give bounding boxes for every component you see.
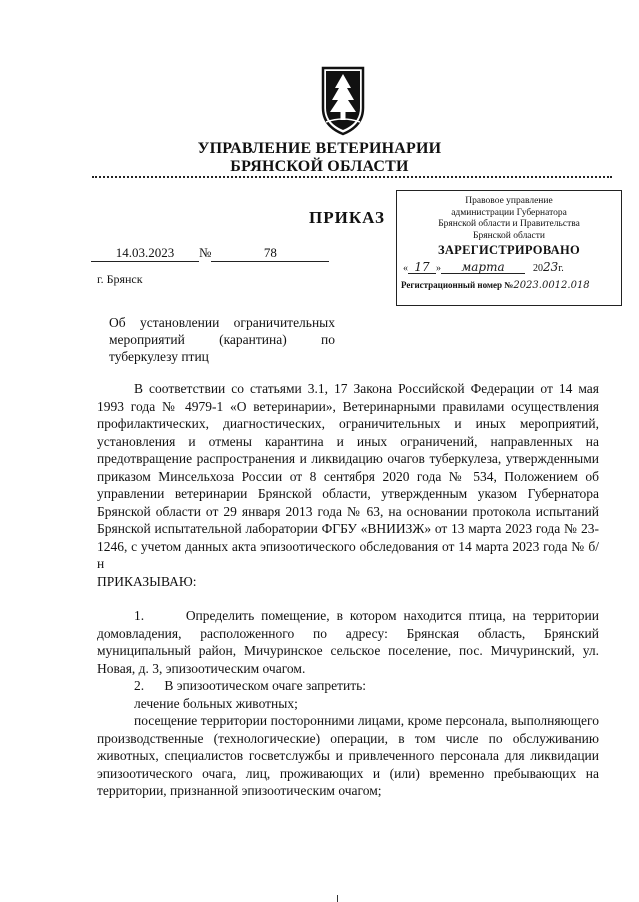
order-body — [97, 380, 599, 800]
stamp-year-prefix: 20 — [533, 262, 543, 274]
document-date: 14.03.2023 — [91, 245, 199, 262]
stamp-line1: Правовое управление — [465, 196, 553, 206]
stamp-year-suffix: 23 — [543, 259, 559, 274]
date-number-line — [91, 245, 329, 262]
stamp-line4: Брянской области — [473, 230, 545, 241]
list-item-1-number: 1. — [134, 608, 145, 623]
preamble: В соответствии со статьями 3.1, 17 Закона Российской Федерации от 14 мая 1993 года № 4979-1 «О ветеринарии», Ветеринарными правилами осуществления профилактических, диагностических, ограничительных и иных мероприятий, установления и отмены карантина и иных ограничений, направленных на предотвращение распространения и ликвидацию очагов туберкулеза, утвержденными приказом Минсельхоза России от 8 сентября 2020 года № 534, Положением об управлении ветеринарии Брянской области, утвержденным указом Губернатора Брянской области от 29 января 2013 года № 63, на основании протокола испытаний Брянской испытательной лаборатории ФГБУ «ВНИИЗЖ» от 13 марта 2023 года № 23-1246, с учетом данных акта эпизоотического обследования от 14 марта 2023 года № б/н — [97, 381, 599, 571]
registration-stamp — [396, 190, 622, 306]
order-subject: Об установлении ограничительных мероприятий (карантина) по туберкулезу птиц — [109, 315, 335, 364]
coat-of-arms-icon — [318, 64, 368, 136]
number-label: № — [199, 245, 212, 260]
stamp-date-line: « 17 » марта 2023г. — [403, 259, 564, 274]
org-name-line1: УПРАВЛЕНИЕ ВЕТЕРИНАРИИ — [197, 140, 442, 157]
document-number: 78 — [211, 245, 329, 262]
org-name-line2: БРЯНСКОЙ ОБЛАСТИ — [230, 158, 409, 175]
header-divider — [92, 176, 612, 178]
sub-item-2: посещение территории посторонними лицами, кроме персонала, выполняющего производственные (технологические) операции, в том числе по обслуживанию животных, специалистов госветслужбы и привлеченного персонала для ликвидации эпизоотического очага, лиц, проживающих и (или) временно пребывающих на территории, признанной эпизоотическим очагом; — [97, 713, 599, 798]
list-item-1 — [97, 607, 599, 677]
list-item-2 — [97, 677, 599, 695]
order-word: ПРИКАЗЫВАЮ: — [97, 573, 197, 589]
list-item-1-text: Определить помещение, в котором находится птица, на территории домовладения, расположенного по адресу: Брянская область, Брянский муниципальный район, Мичуринское сельское поселение, пос. Мичуринский, ул. Новая, д. 3, эпизоотическим очагом. — [97, 608, 599, 676]
stamp-reg-label: Регистрационный номер № — [401, 280, 514, 290]
sub-item-1: лечение больных животных; — [134, 695, 298, 711]
stamp-year-end: г. — [558, 262, 564, 274]
list-item-2-number: 2. — [134, 678, 145, 693]
list-item-2-text: В эпизоотическом очаге запретить: — [164, 678, 367, 693]
stamp-line3: Брянской области и Правительства — [438, 219, 580, 229]
stamp-month: марта — [441, 262, 525, 275]
page-mark — [337, 895, 338, 902]
document-type: ПРИКАЗ — [309, 208, 385, 227]
city: г. Брянск — [97, 272, 143, 286]
stamp-day: 17 — [408, 262, 436, 275]
stamp-line2: администрации Губернатора — [451, 207, 567, 218]
stamp-reg-line — [397, 280, 621, 292]
stamp-reg-number: 2023.0012.018 — [513, 280, 590, 291]
stamp-registered: ЗАРЕГИСТРИРОВАНО — [437, 243, 581, 257]
